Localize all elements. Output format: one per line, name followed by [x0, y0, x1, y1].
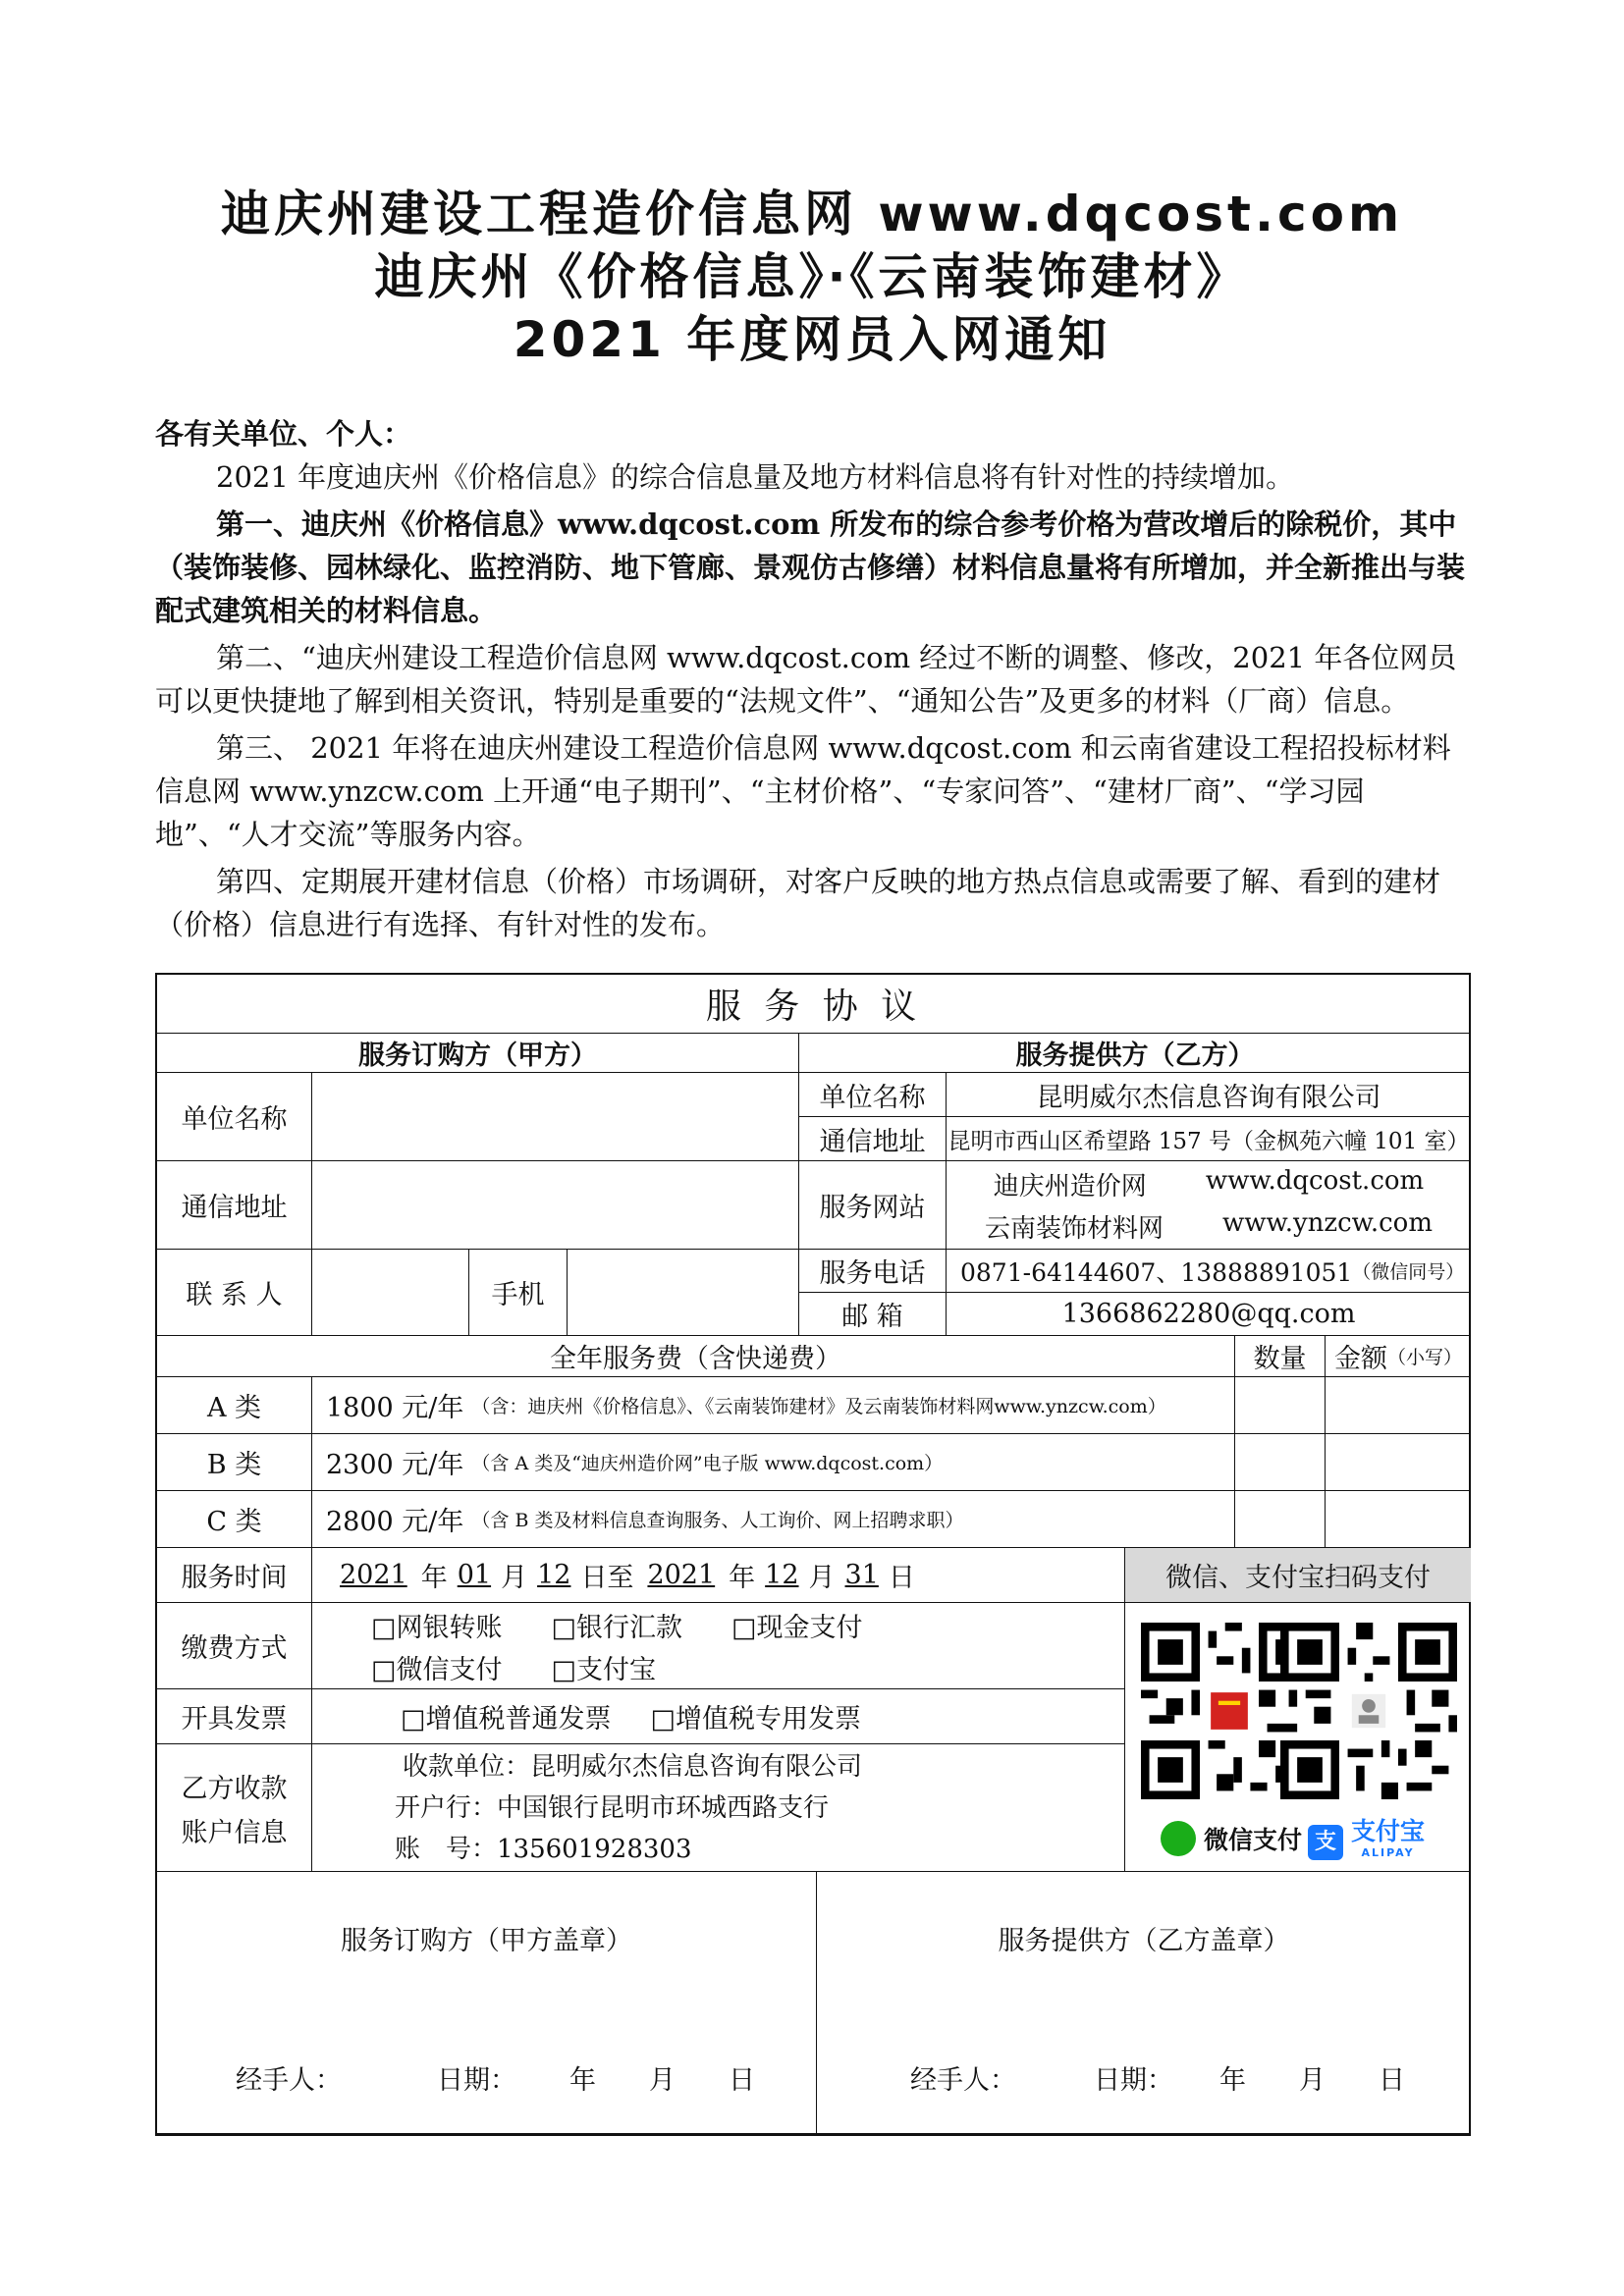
a-contact-label: 联 系 人	[157, 1250, 312, 1336]
alipay-text: 支付宝	[1351, 1817, 1426, 1845]
service-agreement-table	[155, 973, 1471, 2136]
party-a-header: 服务订购方（甲方）	[157, 1034, 799, 1073]
sign-area-b	[817, 1872, 1471, 2134]
alipay-subtext: ALIPAY	[1361, 1846, 1415, 1859]
sign-b-handler: 经手人：	[910, 2065, 1016, 2096]
agreement-title: 服 务 协 议	[157, 975, 1471, 1034]
account-label-2: 账户信息	[181, 1817, 288, 1848]
plan-a-note: （含：迪庆州《价格信息》、《云南装饰建材》及云南装饰材料网www.ynzcw.com）	[471, 1396, 1166, 1417]
site1-name: 迪庆州造价网	[993, 1171, 1147, 1201]
sign-a-handler: 经手人：	[236, 2065, 342, 2096]
b-tel-label: 服务电话	[799, 1250, 947, 1293]
site2-name: 云南装饰材料网	[985, 1213, 1164, 1244]
title-line-2: 迪庆州《价格信息》·《云南装饰建材》	[374, 248, 1250, 305]
service-time-label: 服务时间	[157, 1548, 312, 1603]
plan-a-qty[interactable]	[1235, 1377, 1326, 1434]
b-tel-value	[947, 1250, 1471, 1293]
plan-c-name: C 类	[157, 1491, 312, 1548]
sign-a-date-label: 日期：	[437, 2065, 516, 2096]
plan-c-desc	[312, 1491, 1235, 1548]
plan-b-name: B 类	[157, 1434, 312, 1491]
b-tel-note: （微信同号）	[1352, 1261, 1465, 1283]
alipay-qr-code-icon[interactable]	[1280, 1623, 1457, 1799]
b-site-label: 服务网站	[799, 1161, 947, 1250]
account-bank: 开户行：中国银行昆明市环城西路支行	[395, 1792, 830, 1823]
account-label	[157, 1744, 312, 1872]
a-address-label: 通信地址	[157, 1161, 312, 1250]
alipay-logo	[1308, 1817, 1426, 1864]
b-tel-number: 0871-64144607、13888891051	[960, 1257, 1353, 1287]
pay-option-bank-transfer[interactable]: □网银转账	[371, 1612, 503, 1643]
party-b-header: 服务提供方（乙方）	[799, 1034, 1471, 1073]
plan-a-name: A 类	[157, 1377, 312, 1434]
amount-header-note: （小写）	[1386, 1347, 1462, 1368]
sign-b-label: 服务提供方（乙方盖章）	[998, 1926, 1290, 1956]
title-line-3: 2021 年度网员入网通知	[513, 311, 1111, 368]
amount-header-text: 金额	[1333, 1344, 1387, 1374]
amount-header	[1326, 1336, 1471, 1377]
salutation: 各有关单位、个人：	[155, 417, 412, 451]
paragraph-2: 第二、“迪庆州建设工程造价信息网 www.dqcost.com 经过不断的调整、修改，2021 年各位网员可以更快捷地了解到相关资讯，特别是重要的“法规文件”、“通知公告”及更多的材料（厂商）信息。	[155, 641, 1457, 718]
b-site-value	[947, 1161, 1471, 1250]
plan-a-desc	[312, 1377, 1235, 1434]
site2-url[interactable]: www.ynzcw.com	[1222, 1207, 1433, 1238]
sign-a-label: 服务订购方（甲方盖章）	[341, 1926, 632, 1956]
time-yue-1: 月	[501, 1563, 528, 1593]
qr-code-area	[1125, 1603, 1471, 1872]
invoice-option-special[interactable]: □增值税专用发票	[650, 1704, 862, 1735]
time-day-1: 12	[537, 1560, 571, 1590]
time-month-2: 12	[765, 1560, 799, 1590]
time-month-1: 01	[457, 1560, 492, 1590]
plan-c-qty[interactable]	[1235, 1491, 1326, 1548]
sign-b-date-value: 年 月 日	[1219, 2065, 1405, 2096]
wechat-pay-icon	[1161, 1821, 1196, 1856]
pay-option-wechat[interactable]: □微信支付	[371, 1654, 503, 1685]
account-payee: 收款单位：昆明威尔杰信息咨询有限公司	[403, 1751, 863, 1782]
sign-b-date-label: 日期：	[1094, 2065, 1173, 2096]
pay-option-remittance[interactable]: □银行汇款	[551, 1612, 683, 1643]
title-line-1: 迪庆州建设工程造价信息网 www.dqcost.com	[220, 186, 1404, 242]
time-year-2: 2021	[647, 1560, 716, 1590]
invoice-label: 开具发票	[157, 1689, 312, 1744]
b-mail-value: 1366862280@qq.com	[947, 1293, 1471, 1336]
a-contact-input[interactable]	[312, 1250, 469, 1336]
plan-b-amount[interactable]	[1326, 1434, 1471, 1491]
qty-header: 数量	[1235, 1336, 1326, 1377]
plan-b-price: 2300 元/年	[326, 1450, 464, 1480]
invoice-options	[312, 1689, 1125, 1744]
time-year-1: 2021	[340, 1560, 407, 1590]
b-mail-label: 邮 箱	[799, 1293, 947, 1336]
a-address-input[interactable]	[312, 1161, 799, 1250]
title-block	[0, 183, 1624, 371]
time-nian-1: 年	[420, 1563, 448, 1593]
a-phone-label: 手机	[469, 1250, 568, 1336]
paragraph-1: 第一、迪庆州《价格信息》www.dqcost.com 所发布的综合参考价格为营改增后的除税价，其中（装饰装修、园林绿化、监控消防、地下管廊、景观仿古修缮）材料信息量将有所增加，并全新推出与装配式建筑相关的材料信息。	[155, 507, 1466, 627]
invoice-option-normal[interactable]: □增值税普通发票	[401, 1704, 612, 1735]
b-unit-value: 昆明威尔杰信息咨询有限公司	[947, 1073, 1471, 1117]
b-address-label: 通信地址	[799, 1117, 947, 1161]
scan-pay-label: 微信、支付宝扫码支付	[1125, 1548, 1471, 1603]
wechat-pay-logo	[1161, 1821, 1302, 1856]
pay-option-alipay[interactable]: □支付宝	[551, 1654, 657, 1685]
time-yue-2: 月	[808, 1563, 836, 1593]
sign-area-a	[157, 1872, 817, 2134]
account-number: 账 号：135601928303	[395, 1834, 692, 1864]
pay-method-label: 缴费方式	[157, 1603, 312, 1689]
account-info	[312, 1744, 1125, 1872]
service-time-value	[312, 1548, 1125, 1603]
b-unit-label: 单位名称	[799, 1073, 947, 1117]
a-unit-label: 单位名称	[157, 1073, 312, 1161]
sign-a-date-value: 年 月 日	[569, 2065, 755, 2096]
plan-a-amount[interactable]	[1326, 1377, 1471, 1434]
intro-paragraph: 2021 年度迪庆州《价格信息》的综合信息量及地方材料信息将有针对性的持续增加。	[216, 460, 1295, 494]
paragraph-3: 第三、 2021 年将在迪庆州建设工程造价信息网 www.dqcost.com 和云南省建设工程招投标材料信息网 www.ynzcw.com 上开通“电子期刊”、“主材价格”、“专家问答”、“建材厂商”、“学习园地”、“人才交流”等服务内容。	[155, 731, 1451, 851]
b-address-value: 昆明市西山区希望路 157 号（金枫苑六幢 101 室）	[947, 1117, 1471, 1161]
time-nian-2: 年	[729, 1563, 756, 1593]
plan-c-note: （含 B 类及材料信息查询服务、人工询价、网上招聘求职）	[471, 1510, 964, 1531]
plan-b-desc	[312, 1434, 1235, 1491]
plan-b-qty[interactable]	[1235, 1434, 1326, 1491]
alipay-icon: 支	[1308, 1825, 1343, 1860]
pay-method-options	[312, 1603, 1125, 1689]
a-phone-input[interactable]	[568, 1250, 799, 1336]
account-label-1: 乙方收款	[181, 1773, 288, 1804]
pay-option-cash[interactable]: □现金支付	[731, 1612, 863, 1643]
plan-a-price: 1800 元/年	[326, 1393, 464, 1423]
plan-c-price: 2800 元/年	[326, 1507, 464, 1537]
site1-url[interactable]: www.dqcost.com	[1205, 1165, 1425, 1196]
fee-header: 全年服务费（含快递费）	[157, 1336, 1235, 1377]
time-zhi: 日至	[580, 1563, 634, 1593]
plan-b-note: （含 A 类及“迪庆州造价网”电子版 www.dqcost.com）	[471, 1453, 944, 1474]
notice-body	[155, 412, 1471, 946]
time-day-2: 31	[844, 1560, 879, 1590]
a-unit-input[interactable]	[312, 1073, 799, 1161]
plan-c-amount[interactable]	[1326, 1491, 1471, 1548]
time-ri-2: 日	[888, 1563, 915, 1593]
wechat-pay-text: 微信支付	[1204, 1826, 1303, 1854]
paragraph-4: 第四、定期展开建材信息（价格）市场调研，对客户反映的地方热点信息或需要了解、看到的建材（价格）信息进行有选择、有针对性的发布。	[155, 865, 1441, 941]
